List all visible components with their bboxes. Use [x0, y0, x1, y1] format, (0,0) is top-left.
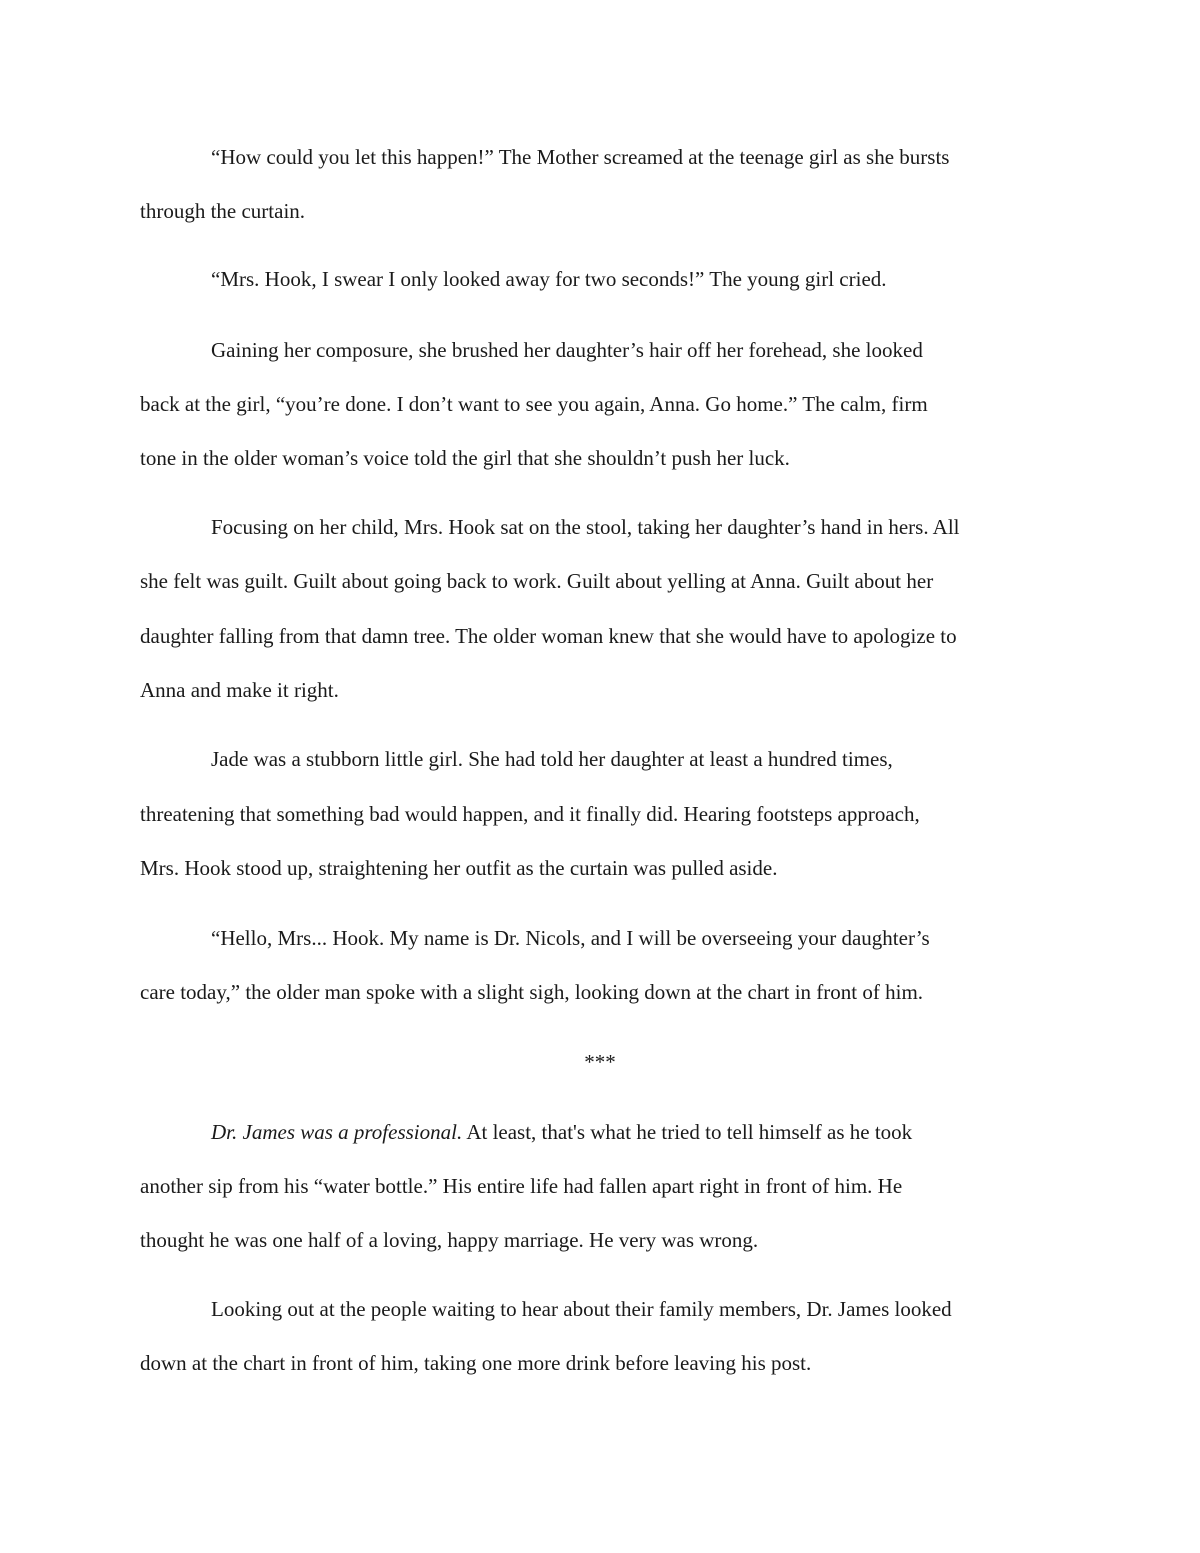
paragraph-5-line-1: Jade was a stubborn little girl. She had told her daughter at least a hundred times, — [211, 747, 893, 771]
paragraph-6-line-1: “Hello, Mrs... Hook. My name is Dr. Nicols, and I will be overseeing your daughter’s — [211, 926, 930, 950]
paragraph-7-line-2: another sip from his “water bottle.” His entire life had fallen apart right in front of him. He — [140, 1174, 903, 1198]
paragraph-2-line-1: “Mrs. Hook, I swear I only looked away for two seconds!” The young girl cried. — [211, 267, 887, 291]
paragraph-3-line-1: Gaining her composure, she brushed her daughter’s hair off her forehead, she looked — [211, 338, 923, 362]
paragraph-4-line-4: Anna and make it right. — [140, 678, 339, 702]
paragraph-8-line-1: Looking out at the people waiting to hear about their family members, Dr. James looked — [211, 1297, 952, 1321]
italic-phrase: Dr. James was a professional. — [211, 1120, 463, 1144]
paragraph-1-line-1: “How could you let this happen!” The Mother screamed at the teenage girl as she bursts — [211, 145, 950, 169]
paragraph-1-line-2: through the curtain. — [140, 199, 306, 223]
paragraph-8-line-2: down at the chart in front of him, taking one more drink before leaving his post. — [140, 1351, 812, 1375]
paragraph-3-line-3: tone in the older woman’s voice told the girl that she shouldn’t push her luck. — [140, 446, 790, 470]
paragraph-4-line-3: daughter falling from that damn tree. The older woman knew that she would have to apologize to — [140, 624, 957, 648]
paragraph-4-line-2: she felt was guilt. Guilt about going back to work. Guilt about yelling at Anna. Guilt about her — [140, 569, 934, 593]
paragraph-6-line-2: care today,” the older man spoke with a slight sigh, looking down at the chart in front of him. — [140, 980, 924, 1004]
paragraph-3-line-2: back at the girl, “you’re done. I don’t want to see you again, Anna. Go home.” The calm, firm — [140, 392, 928, 416]
paragraph-5-line-3: Mrs. Hook stood up, straightening her outfit as the curtain was pulled aside. — [140, 856, 778, 880]
scene-separator: *** — [584, 1050, 616, 1074]
paragraph-7-line-1 — [211, 1118, 912, 1146]
paragraph-7-line-3: thought he was one half of a loving, happy marriage. He very was wrong. — [140, 1228, 759, 1252]
paragraph-7-line-1-rest: At least, that's what he tried to tell himself as he took — [462, 1120, 913, 1144]
paragraph-4-line-1: Focusing on her child, Mrs. Hook sat on the stool, taking her daughter’s hand in hers. All — [211, 515, 960, 539]
paragraph-5-line-2: threatening that something bad would happen, and it finally did. Hearing footsteps approach, — [140, 802, 920, 826]
